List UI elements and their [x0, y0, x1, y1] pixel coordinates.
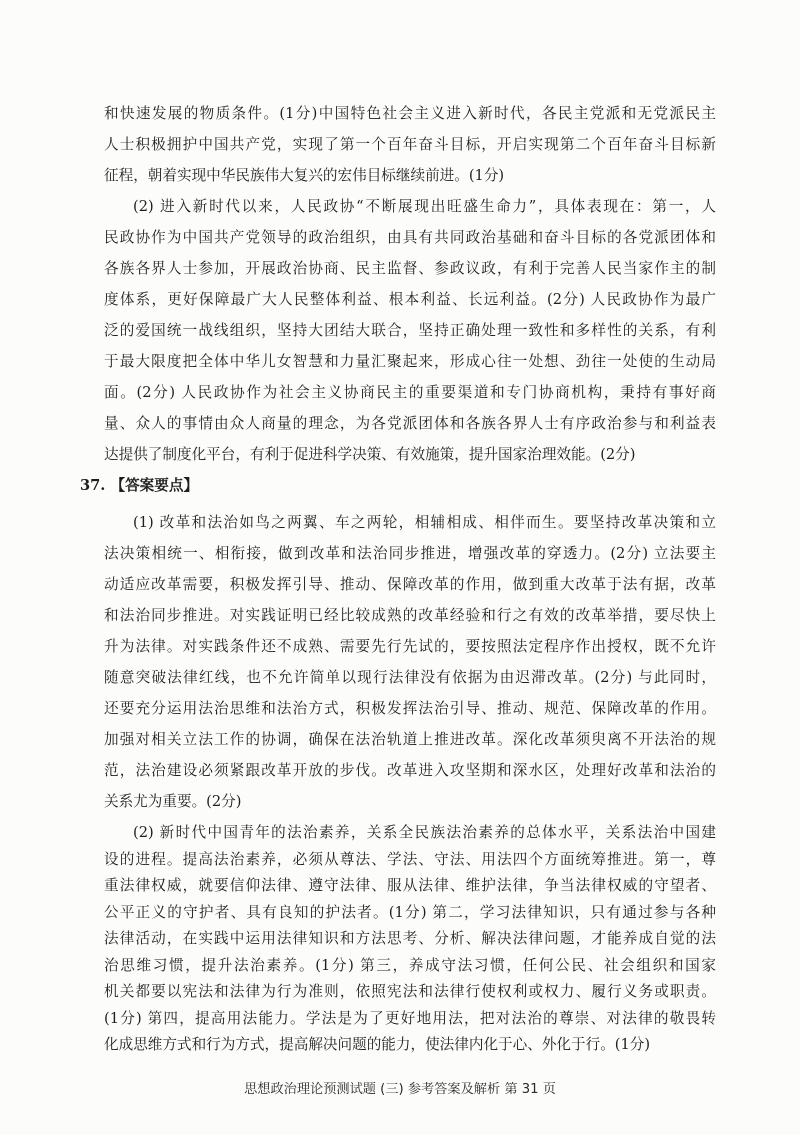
text-line: 人士积极拥护中国共产党，实现了第一个百年奋斗目标，开启实现第二个百年奋斗目标新: [104, 136, 716, 153]
text-line: 和快速发展的物质条件。(1分)中国特色社会主义进入新时代，各民主党派和无党派民主: [104, 105, 716, 122]
text-line: 关系尤为重要。(2分): [104, 793, 242, 810]
text-line: 民政协作为中国共产党领导的政治组织，由具有共同政治基础和奋斗目标的各党派团体和: [104, 229, 716, 246]
text-line: 法决策相统一、相衔接，做到改革和法治同步推进，增强改革的穿透力。(2分) 立法要主: [104, 545, 716, 562]
text-line: 机关都要以宪法和法律为行为准则，依照宪法和法律行使权利或权力、履行义务或职责。: [104, 983, 716, 1000]
text-line: 重法律权威，就要信仰法律、遵守法律、服从法律、维护法律，争当法律权威的守望者、: [104, 877, 716, 894]
text-line: 动适应改革需要，积极发挥引导、推动、保障改革的作用，做到重大改革于法有据，改革: [104, 576, 716, 593]
text-line: 面。(2分) 人民政协作为社会主义协商民主的重要渠道和专门协商机构，秉持有事好商: [104, 384, 716, 401]
text-line: 公平正义的守护者、具有良知的护法者。(1分) 第二，学习法律知识，只有通过参与各种: [104, 904, 716, 921]
text-line: 于最大限度把全体中华儿女智慧和力量汇聚起来，形成心往一处想、劲往一处使的生动局: [104, 353, 716, 370]
text-line: 加强对相关立法工作的协调，确保在法治轨道上推进改革。深化改革须臾离不开法治的规: [104, 731, 716, 748]
text-line: 随意突破法律红线，也不允许简单以现行法律没有依据为由迟滞改革。(2分) 与此同时，: [104, 669, 716, 686]
text-line: 法律活动，在实践中运用法律知识和方法思考、分析、解决法律问题，才能养成自觉的法: [104, 930, 716, 947]
text-line: 范，法治建设必须紧跟改革开放的步伐。改革进入攻坚期和深水区，处理好改革和法治的: [104, 762, 716, 779]
text-line: 还要充分运用法治思维和法治方式，积极发挥法治引导、推动、规范、保障改革的作用。: [104, 700, 716, 717]
text-line: 和法治同步推进。对实践证明已经比较成熟的改革经验和行之有效的改革举措，要尽快上: [104, 607, 716, 624]
text-line: 达提供了制度化平台，有利于促进科学决策、有效施策，提升国家治理效能。(2分): [104, 446, 636, 463]
text-line: 量、众人的事情由众人商量的理念，为各党派团体和各族各界人士有序政治参与和利益表: [104, 415, 716, 432]
page-footer: 思想政治理论预测试题 (三) 参考答案及解析 第 31 页: [244, 1082, 556, 1097]
text-line: 升为法律。对实践条件还不成熟、需要先行先试的，要按照法定程序作出授权，既不允许: [104, 638, 716, 655]
text-line: 泛的爱国统一战线组织，坚持大团结大联合，坚持正确处理一致性和多样性的关系，有利: [104, 322, 716, 339]
text-line: 征程，朝着实现中华民族伟大复兴的宏伟目标继续前进。(1分): [104, 167, 505, 184]
text-line: 度体系，更好保障最广大人民整体利益、根本利益、长远利益。(2分) 人民政协作为最广: [104, 291, 716, 308]
question-heading: 37. 【答案要点】: [80, 477, 199, 494]
text-line: (1) 改革和法治如鸟之两翼、车之两轮，相辅相成、相伴而生。要坚持改革决策和立: [133, 514, 716, 531]
text-line: (2) 新时代中国青年的法治素养，关系全民族法治素养的总体水平，关系法治中国建: [133, 824, 716, 841]
text-line: 治思维习惯，提升法治素养。(1分) 第三，养成守法习惯，任何公民、社会组织和国家: [104, 957, 716, 974]
text-line: 各族各界人士参加，开展政治协商、民主监督、参政议政，有利于完善人民当家作主的制: [104, 260, 716, 277]
text-line: (1分) 第四，提高用法能力。学法是为了更好地用法，把对法治的尊崇、对法律的敬畏转: [104, 1010, 716, 1027]
text-line: 设的进程。提高法治素养，必须从尊法、学法、守法、用法四个方面统筹推进。第一，尊: [104, 851, 716, 868]
text-line: (2) 进入新时代以来，人民政协“不断展现出旺盛生命力”，具体表现在：第一，人: [133, 198, 716, 215]
text-line: 化成思维方式和行为方式，提高解决问题的能力，使法律内化于心、外化于行。(1分): [104, 1036, 651, 1053]
